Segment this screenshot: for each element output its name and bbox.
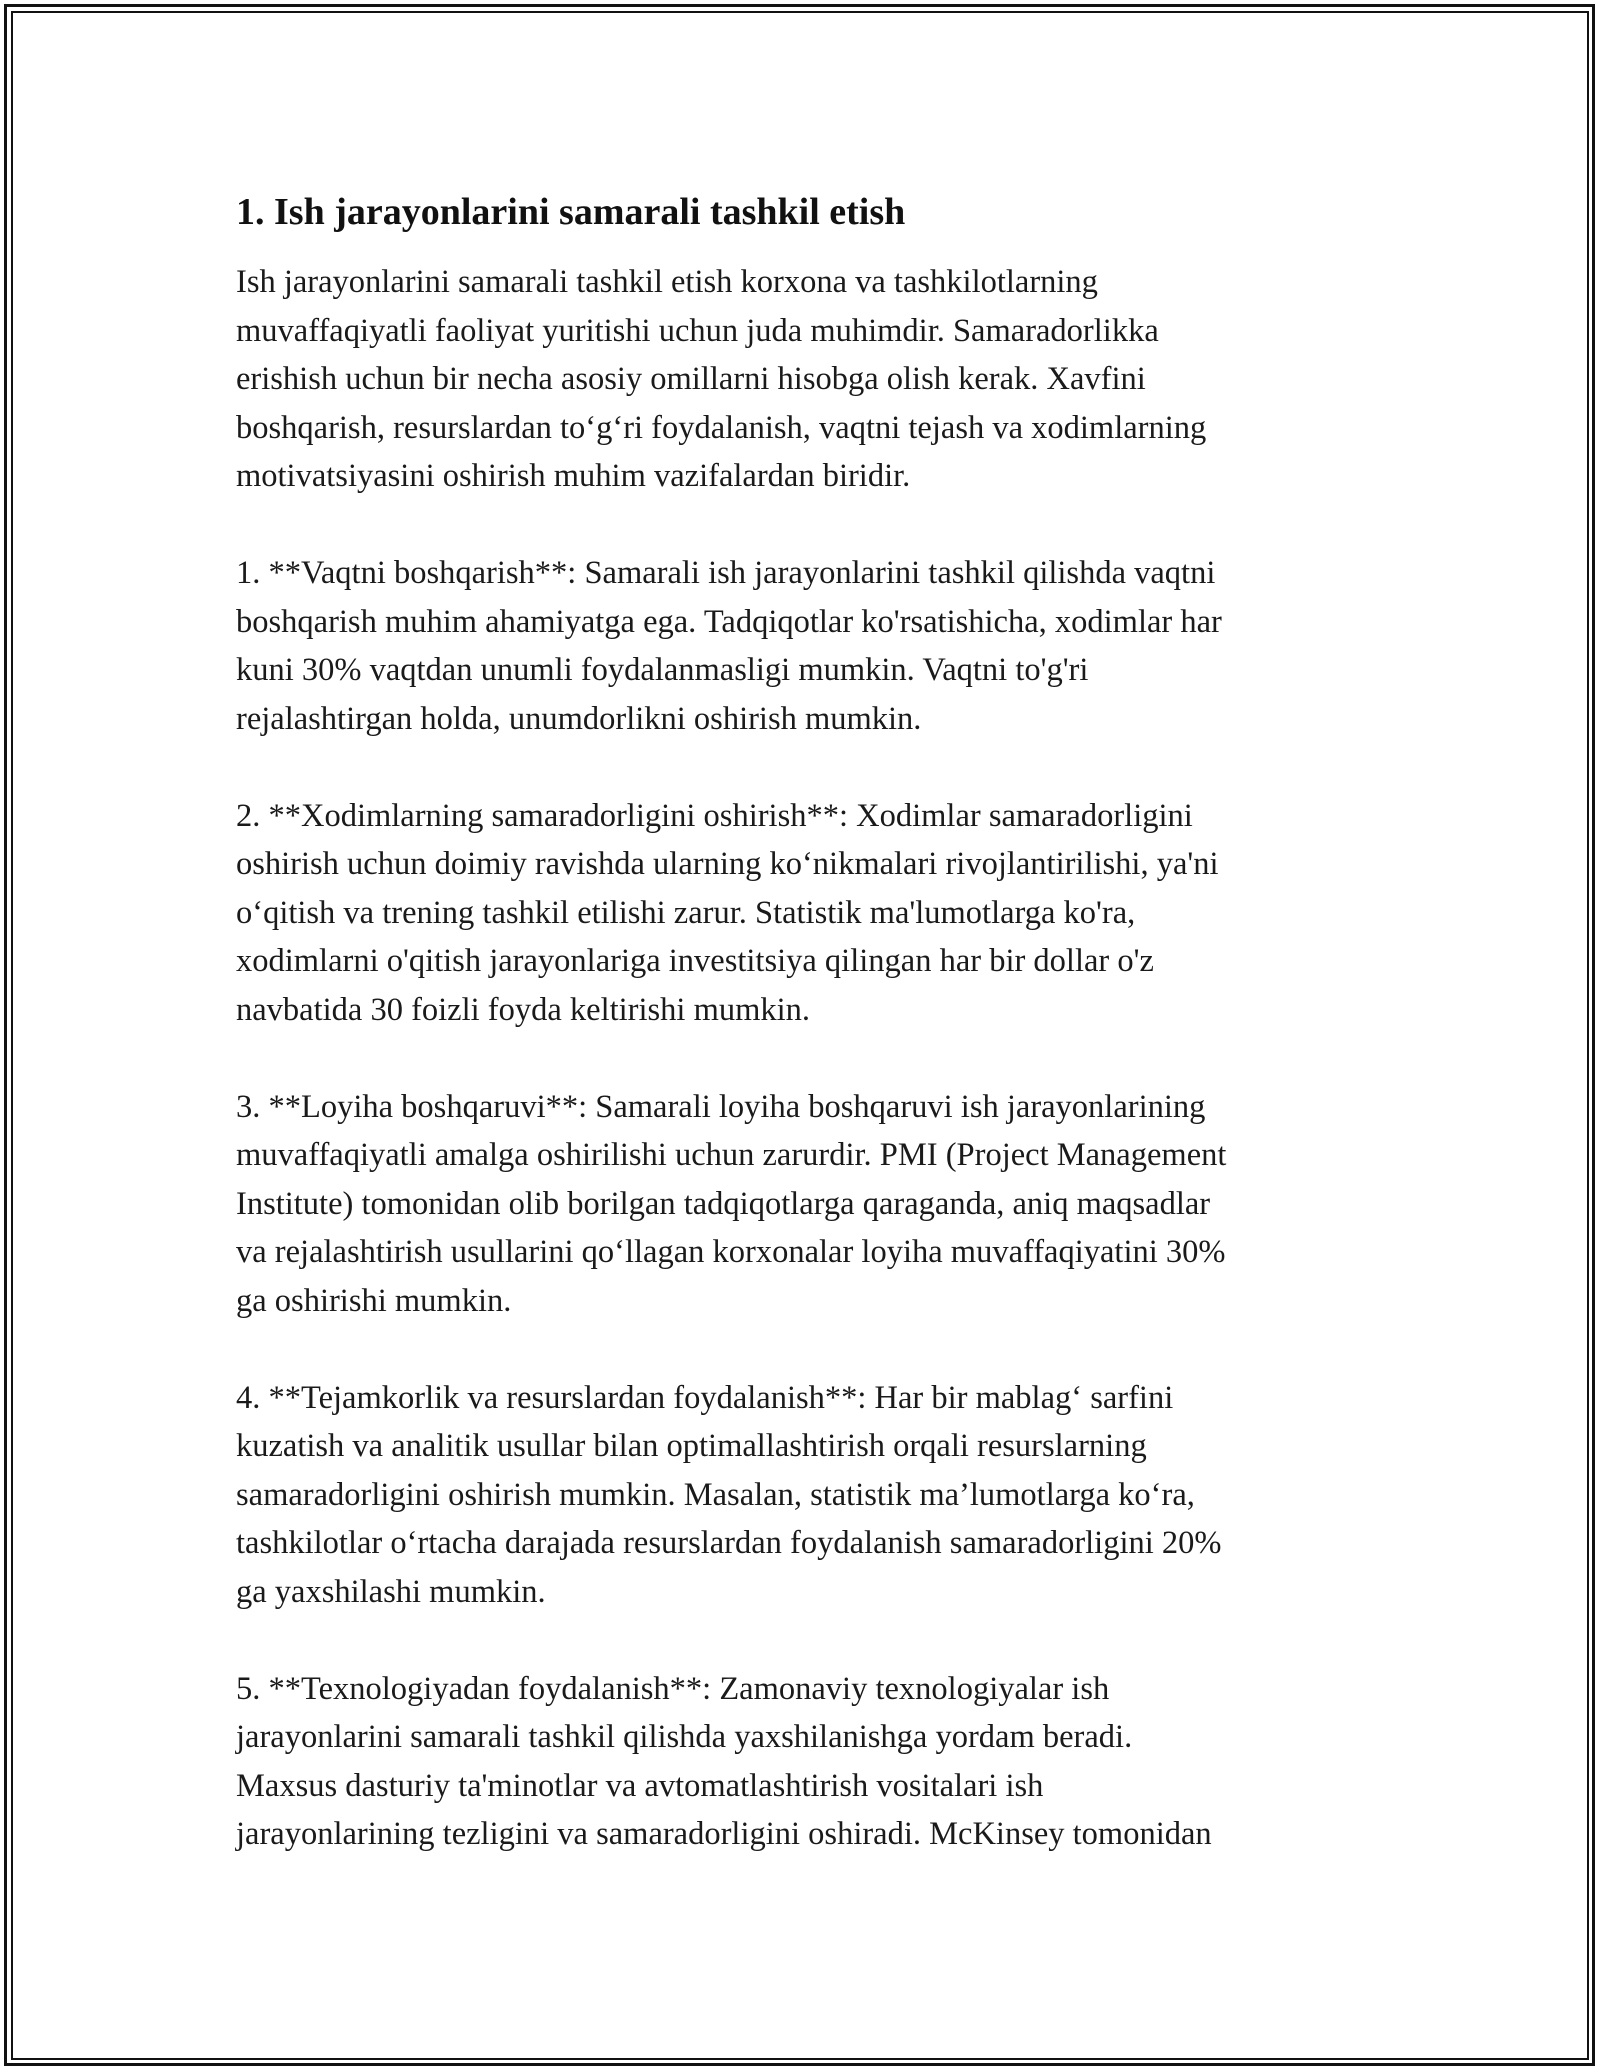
intro-paragraph: Ish jarayonlarini samarali tashkil etish korxona va tashkilotlarning muvaffaqiyatli faoliyat yuritishi uchun juda muhimdir. Samaradorlikka erishish uchun bir necha asosiy omillarni hisobga olish kerak. Xavfini boshqarish, resurslardan to‘g‘ri foydalanish, vaqtni tejash va xodimlarning motivatsiyasini oshirish muhim vazifalardan biridir. <box>236 264 1207 494</box>
paragraph-employee-efficiency: 2. **Xodimlarning samaradorligini oshirish**: Xodimlar samaradorligini oshirish uchun doimiy ravishda ularning ko‘nikmalari rivojlantirilishi, ya'ni o‘qitish va trening tashkil etilishi zarur. Statistik ma'lumotlarga ko'ra, xodimlarni o'qitish jarayonlariga investitsiya qilingan har bir dollar o'z navbatida 30 foizli foyda keltirishi mumkin. <box>236 797 1219 1028</box>
paragraph-technology: 5. **Texnologiyadan foydalanish**: Zamonaviy texnologiyalar ish jarayonlarini samarali tashkil qilishda yaxshilanishga yordam beradi. Maxsus dasturiy ta'minotlar va avtomatlashtirish vositalari ish jarayonlarining tezligini va samaradorligini oshiradi. McKinsey tomonidan <box>236 1670 1212 1852</box>
section-heading: 1. Ish jarayonlarini samarali tashkil etish <box>236 191 906 233</box>
paragraph-project-management: 3. **Loyiha boshqaruvi**: Samarali loyiha boshqaruvi ish jarayonlarining muvaffaqiyatli amalga oshirilishi uchun zarurdir. PMI (Project Management Institute) tomonidan olib borilgan tadqiqotlarga qaraganda, aniq maqsadlar va rejalashtirish usullarini qo‘llagan korxonalar loyiha muvaffaqiyatini 30% ga oshirishi mumkin. <box>236 1088 1227 1319</box>
paragraph-resource-usage: 4. **Tejamkorlik va resurslardan foydalanish**: Har bir mablag‘ sarfini kuzatish va analitik usullar bilan optimallashtirish orqali resurslarning samaradorligini oshirish mumkin. Masalan, statistik ma’lumotlarga ko‘ra, tashkilotlar o‘rtacha darajada resurslardan foydalanish samaradorligini 20% ga yaxshilashi mumkin. <box>236 1379 1222 1610</box>
document-body <box>236 184 1376 1907</box>
paragraph-time-management: 1. **Vaqtni boshqarish**: Samarali ish jarayonlarini tashkil qilishda vaqtni boshqarish muhim ahamiyatga ega. Tadqiqotlar ko'rsatishicha, xodimlar har kuni 30% vaqtdan unumli foydalanmasligi mumkin. Vaqtni to'g'ri rejalashtirgan holda, unumdorlikni oshirish mumkin. <box>236 555 1222 737</box>
